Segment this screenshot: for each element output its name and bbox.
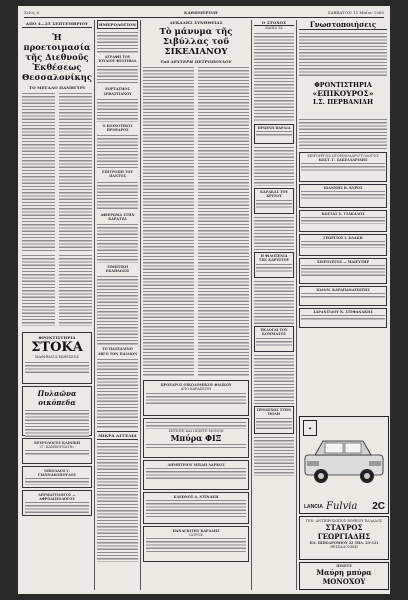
article-subhead: ΤΟ ΜΕΓΑΛΟ ΠΑΝΗΓΥΡΙ xyxy=(29,85,85,90)
column-text xyxy=(97,223,138,263)
card-karapanagiotis xyxy=(299,286,387,306)
ad-doctor-name: ΝΙΚΟΛΑΟΣ Γ. ΓΙΑΝΝΑΚΟΠΟΥΛΟΣ xyxy=(38,469,76,478)
column-text xyxy=(97,442,138,562)
card3-name: ΚΩΣΤΑΣ Σ. ΤΣΑΚΑΛΟΣ xyxy=(321,212,365,216)
ad-dermatologist xyxy=(22,490,92,516)
dealer-line: ΓΕΝ. ΑΝΤΙΠΡΟΣΩΠΟΣ ΒΟΡΕΙΟΥ ΕΛΛΑΔΟΣ xyxy=(305,519,383,523)
running-header xyxy=(24,9,384,18)
ad-neurologist-name: «Γ. ΚΑΜΒΟΥΝΑΤΗ» xyxy=(39,445,75,450)
card-stefanakis xyxy=(299,308,387,328)
article-text xyxy=(143,66,194,376)
ad-larkos-title: ΔΗΜΗΤΡΙΟΥ ΜΙΧΑΗ ΛΑΡΚΟΣ xyxy=(167,463,225,467)
card-text xyxy=(301,190,385,200)
card-text xyxy=(301,264,385,276)
card-kyros xyxy=(299,184,387,208)
ad-pylaon-title: Πυλαῶνα οικόπεδα xyxy=(37,389,77,407)
beer-name: Μαύρη μπύρα ΜΟΝΟΧΟΥ xyxy=(316,568,372,587)
lancia-suffix: 2С xyxy=(372,501,385,512)
lancia-shield-icon: ◆ xyxy=(303,420,317,436)
column-rule xyxy=(140,20,141,590)
box-text xyxy=(256,263,292,273)
block-c-title: Ο ΚΟΙΝΟΤΙΚΟΣ ΠΡΟΕΔΡΟΣ xyxy=(102,123,133,133)
page-number: Σελίς 6 xyxy=(24,10,40,15)
column-text xyxy=(97,31,138,53)
article-headline: Ἡ προετοιμασία τῆς Διεθνοῦς Ἐκθέσεως Θεσσαλονίκης xyxy=(22,32,92,82)
block-f-title: ΤΙΜΗΤΙΚΗ ΕΚΔΗΛΩΣΙΣ xyxy=(105,265,130,274)
ad-text xyxy=(25,361,89,373)
column-text xyxy=(97,134,138,168)
ad-text xyxy=(25,477,89,485)
ad-stoka-title: ΦΡΟΝΤΙΣΤΗΡΙΑ xyxy=(38,335,76,340)
block-a-title: ΑΓΡΑΦΗ ΤΟΥ ΙΟΥΛΙΟΥ ΦΕΣΤΙΒΑΛ xyxy=(98,55,137,64)
dealer-city: ΘΕΣΣΑΛΟΝΙΚΗ xyxy=(330,545,358,550)
column-title: Ο ΣΤΟΧΟΣ xyxy=(254,20,294,26)
ad-stoka xyxy=(22,332,92,384)
ad-larkos xyxy=(143,460,249,490)
notices-text xyxy=(299,32,387,78)
column-rule xyxy=(251,20,252,590)
box-prini-vardia xyxy=(254,124,294,144)
ad-karadis xyxy=(143,526,249,562)
column-text xyxy=(97,98,138,122)
block-g-title: ΤΟ ΠΑΣΧΑΛΙΝΟ ΑΒΓΟ ΤΩΝ ΠΑΙΔΙΩΝ xyxy=(97,347,138,356)
column-3 xyxy=(143,20,249,590)
article-text xyxy=(22,92,55,252)
box1-title: ΠΡΩΙΝΗ ΒΑΡΔΙΑ xyxy=(257,126,291,131)
card5-role: ΧΕΙΡΟΥΡΓΟΣ — ΜΑΙΕΥΤΗΡ xyxy=(316,260,370,264)
box-text xyxy=(256,417,292,429)
calendar-title: ΗΜΕΡΟΛΟΓΙΟΝ xyxy=(98,22,137,27)
card6-name: ΙΩΑΝΝ. ΚΑΡΑΠΑΝΑΓΙΩΤΗΣ xyxy=(316,288,370,292)
ad-text xyxy=(25,501,89,513)
box2-title: ΚΑΡΑΚΑΣ ΤΟΥ ΧΡΥΣΟΥ xyxy=(260,190,288,199)
ad-stoka-text: ΜΑΘΗΜΑΤΑ ΕΚΘΕΣΕΩΣ xyxy=(35,355,79,359)
ad-epikouros-sub: Ι.Σ. ΠΕΡΒΑΝΙΔΗ xyxy=(312,98,374,106)
notices-title: Γνωστοποιήσεις xyxy=(299,20,387,30)
card-text xyxy=(301,216,385,224)
ad-fix-title: Μπύρα ΦΙΞ xyxy=(170,433,222,444)
ad-doctor xyxy=(22,466,92,488)
column-text xyxy=(97,275,138,345)
card7-name: ΣΑΡΑΝΤΙΔΟΥ Ν. ΣΤΕΦΑΝΑΚΗΣ xyxy=(313,310,373,314)
card-sakellaridis xyxy=(299,152,387,182)
ad-ntinaki-title: ΚΛΕΩΝΟΣ Α. ΝΤΙΝΑΚΗ xyxy=(173,495,219,499)
newspaper-name: ΚΑΘΗΜΕΡΙΝΗ xyxy=(184,10,218,15)
box-ekloges xyxy=(254,326,294,352)
ad-fix-sub: ΖΗΤΕΙΤΕ ΚΑΙ ΠΙΝΕΤΕ ΜΟΝΟΝ xyxy=(168,429,224,433)
article-byline: Τοῦ ΛΕΥΤΕΡΗ ΠΕΤΡΟΠΟΥΛΟΥ xyxy=(160,59,232,64)
column-text xyxy=(254,354,294,404)
column-text xyxy=(254,146,294,186)
dealer-block xyxy=(299,516,389,560)
ad-oikodomikos-title: ΠΡΟΕΔΡΟΣ ΟΙΚΟΔΟΜΙΚΟΥ ΦΙΛΙΚΟΥ xyxy=(160,383,232,387)
dealer-name: ΣΤΑΥΡΟΣ ΓΕΩΡΓΙΑΔΗΣ xyxy=(317,523,371,542)
card-text xyxy=(301,292,385,298)
box5-title: ΠΡΟΣΕΧΩΣ ΣΤΗΝ ΠΟΛΗ xyxy=(256,408,292,417)
card1-name: ΚΩΣΤ. Γ. ΣΑΚΕΛΛΑΡΙΔΗΣ xyxy=(318,158,368,163)
box-karakas xyxy=(254,188,294,214)
ad-text xyxy=(146,499,246,517)
box-text xyxy=(256,337,292,347)
ad-neurologist xyxy=(22,438,92,464)
box-text xyxy=(256,199,292,209)
ad-neurologist-title: ΝΕΥΡΟΛΟΓΟΣ ΚΛΙΝΙΚΗ xyxy=(33,441,81,445)
article-text xyxy=(59,254,92,326)
dates-banner: ΑΠΟ 4—25 ΣΕΠΤΕΜΒΡΙΟΥ xyxy=(22,20,92,28)
block-d-title: ΕΠΙΤΡΟΠΗ ΤΟΥ ΠΑΝΤΟΣ xyxy=(102,170,133,179)
car-illustration-icon xyxy=(301,429,387,499)
column-rule xyxy=(94,20,95,590)
column-text xyxy=(97,181,138,211)
box-prosexos xyxy=(254,406,294,434)
article-text xyxy=(198,66,249,376)
column-2 xyxy=(97,20,138,590)
ad-fix-beer xyxy=(143,418,249,458)
ad-karadis-sub: ΙΑΤΡΟΣ xyxy=(189,533,203,538)
ad-text xyxy=(146,443,246,448)
block-b-title: ΕΟΡΤΑΣΜΟΣ ΣΕΒΑΣΤΙΑΝΟΥ xyxy=(103,87,132,96)
article-text xyxy=(59,92,92,252)
article-text xyxy=(22,254,55,326)
box-filoxenia xyxy=(254,252,294,278)
card1-role: ΧΕΙΡΟΥΡΓΟΣ ΩΤΟΡΙΝΟΛΑΡΥΓΓΟΛΟΓΟΣ xyxy=(307,154,379,158)
column-4 xyxy=(254,20,294,590)
ad-stoka-name: ΣΤΟΚΑ xyxy=(31,340,83,355)
card-maieutir xyxy=(299,258,387,284)
ad-ntinaki xyxy=(143,492,249,524)
newspaper-page xyxy=(18,6,390,594)
dealer-address: ΠΛ. ΙΠΠΟΔΡΟΜΙΟΥ 22 ΤΗΛ. 23-331 xyxy=(309,541,379,546)
column-text xyxy=(254,280,294,324)
ad-monochou-beer xyxy=(299,562,389,590)
card4-name: ΓΕΩΡΓΙΟΣ Ι. ΚΛΑΚΗ xyxy=(323,236,363,240)
lancia-brand: LANCIA xyxy=(304,504,323,510)
card-text xyxy=(301,240,385,248)
ad-epikouros xyxy=(299,81,387,115)
column-text xyxy=(254,32,294,122)
ad-text xyxy=(146,421,246,429)
box3-title: Η ΦΙΛΟΞΕΝΙΑ ΤΗΣ ΚΑΡΥΣΤΟΥ xyxy=(258,254,290,263)
column-sub: ΚΑΙΝΑ ΤΑ xyxy=(265,26,283,30)
card-tsakalos xyxy=(299,210,387,232)
ad-lancia xyxy=(299,416,389,514)
card-text xyxy=(301,314,385,320)
issue-date: ΣΑΒΒΑΤΟΝ 15 Μαΐου 1965 xyxy=(327,10,384,15)
ad-text xyxy=(146,537,246,553)
article-kicker: ΔΕΚΑΔΗΣ ΣΥΝΗΘΕΙΑΣ xyxy=(169,20,223,25)
card-klaki xyxy=(299,234,387,256)
block-e-title: ΑΦΙΕΡΩΜΑ ΣΤΗΝ ΚΑΡΑΤΖΑ xyxy=(100,212,135,221)
lancia-model: Fulvia xyxy=(326,501,358,512)
article-headline: Τὸ μάνυμα τῆς Σιβύλλας τοῦ ΣΙΚΕΛΙΑΝΟΥ xyxy=(159,27,233,57)
ad-epikouros-title: ΦΡΟΝΤΙΣΤΗΡΙΑ xyxy=(314,81,372,89)
column-text xyxy=(254,436,294,476)
ad-text xyxy=(25,409,89,439)
ad-epikouros-name: «ΕΠΙΚΟΥΡΟΣ» xyxy=(312,89,374,98)
beer-top: ΠΙΝΕΤΕ xyxy=(336,564,352,568)
column-rule xyxy=(296,20,297,590)
ad-karadis-title: ΠΑΝΑΓΙΩΤΗΣ ΚΑΡΑΔΗΣ xyxy=(172,529,220,533)
column-text xyxy=(254,216,294,250)
ad-text xyxy=(146,467,246,481)
card2-name: ΙΩΑΝΝΗΣ Β. ΚΥΡΟΣ xyxy=(323,186,363,190)
column-text xyxy=(97,358,138,428)
column-text xyxy=(97,65,138,85)
ad-text xyxy=(146,392,246,406)
ad-text xyxy=(25,449,89,455)
ad-oikodomikos xyxy=(143,380,249,416)
small-ads-title: ΜΙΚΡΑ ΑΓΓΕΛΙΑ xyxy=(98,432,137,438)
column-1 xyxy=(22,20,92,590)
box4-title: ΕΚΛΟΓΑΙ ΤΟΥ ΚΟΜΜΑΤΟΣ xyxy=(260,328,288,337)
ad-pylaon xyxy=(22,386,92,436)
ad-oikodomikos-sub: ΑΠΟ ΚΑΡΑΣΕΙΤΗ xyxy=(180,387,212,392)
ad-dermatologist-title: ΔΕΡΜΑΤΟΛΟΓΟΣ — ΑΦΡΟΔΙΣΙΟΛΟΓΟΣ xyxy=(38,493,76,502)
box-text xyxy=(256,130,292,136)
card-text xyxy=(301,162,385,172)
notices-text xyxy=(299,118,387,150)
